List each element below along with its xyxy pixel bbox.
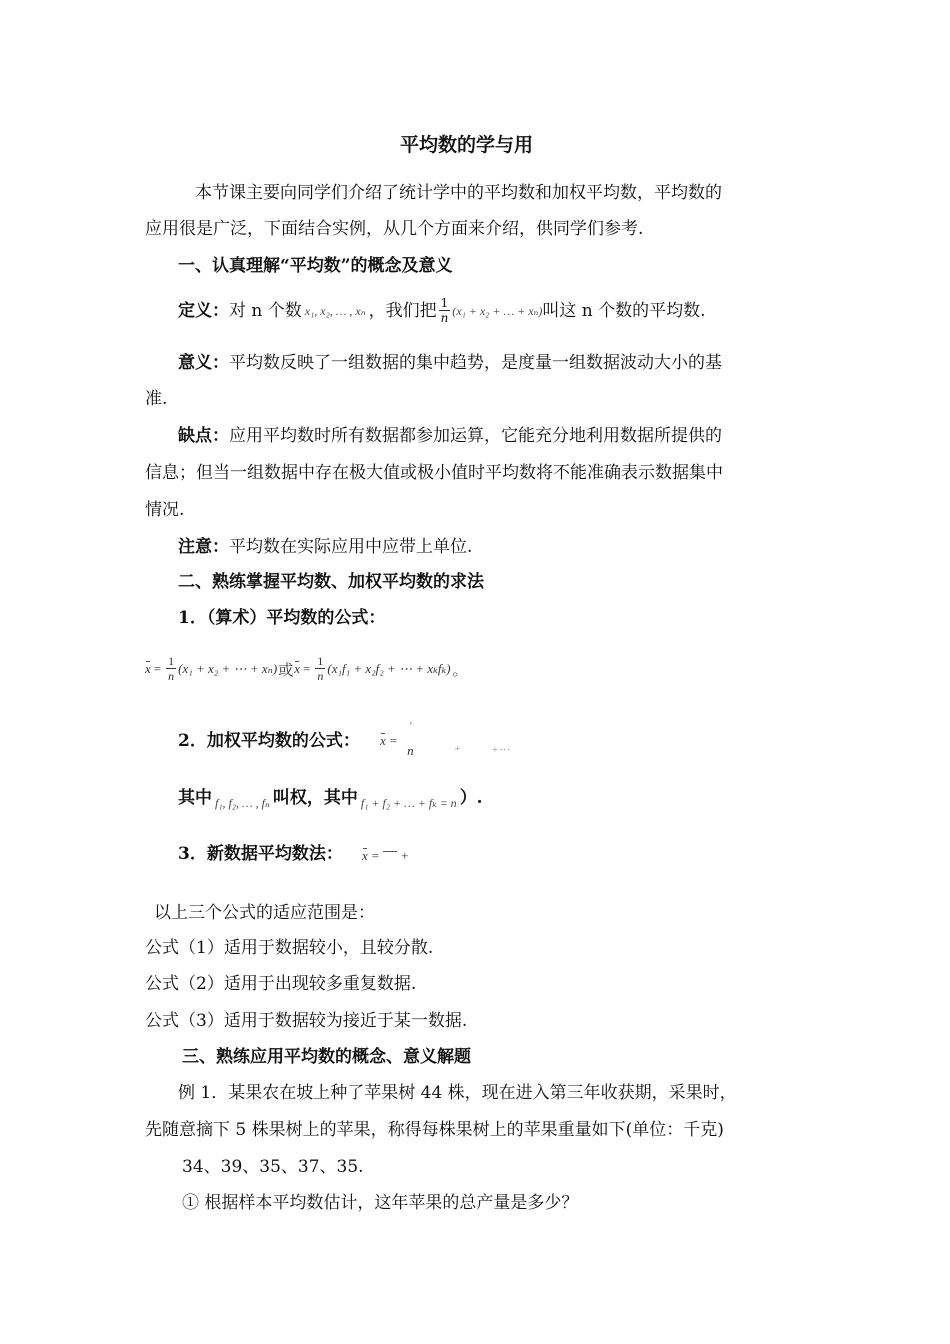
definition-text-b: ，我们把	[368, 301, 437, 321]
formula1-expression	[145, 655, 468, 683]
weights-line	[178, 782, 483, 814]
formula1-end: 。	[452, 662, 468, 679]
formula1-label: 1．（算术）平均数的公式：	[178, 608, 386, 628]
example-question-1: ① 根据样本平均数估计，这年苹果的总产量是多少？	[182, 1193, 579, 1213]
intro-line-1: 本节课主要向同学们介绍了统计学中的平均数和加权平均数，平均数的	[195, 183, 722, 203]
definition-math-list: x₁, x₂, … , xₙ	[304, 304, 366, 318]
formula1-fraction	[166, 655, 176, 683]
weights-end: ）.	[459, 788, 483, 808]
definition-fraction	[439, 297, 451, 325]
formula3-expression	[362, 845, 408, 864]
weights-condition: f₁ + f₂ + … + fₖ = n	[360, 796, 457, 810]
formula2-den: n	[407, 743, 414, 758]
formula2-eq: =	[389, 733, 398, 748]
section2-heading: 二、熟练掌握平均数、加权平均数的求法	[178, 572, 484, 592]
formula2-expression: x = ' n + +⋯	[380, 721, 510, 758]
weights-list: f₁, f₂, … , fₙ	[215, 796, 270, 810]
definition-frac-den: n	[440, 311, 449, 325]
formula1-xbar: x	[145, 661, 151, 676]
formula2-frag2: +⋯	[491, 743, 510, 756]
formula2-label: 2．加权平均数的公式：	[178, 731, 360, 751]
meaning-label: 意义：	[178, 353, 229, 373]
drawback-line-2: 信息；但当一组数据中存在极大值或极小值时平均数将不能准确表示数据集中	[145, 463, 723, 483]
definition-text-a: 对 n 个数	[229, 301, 302, 321]
formula2-xbar: x	[380, 733, 386, 748]
definition-text-c: 叫这 n 个数的平均数.	[542, 301, 706, 321]
formula1-or: 或	[278, 662, 294, 679]
formula1-frac-num-2: 1	[317, 654, 324, 668]
scope-item-3: 公式（3）适用于数据较为接近于某一数据.	[145, 1011, 468, 1031]
weights-mid: 叫权，其中	[272, 788, 358, 808]
formula1-frac-den: n	[168, 669, 175, 683]
definition-frac-num: 1	[440, 296, 449, 310]
section3-heading: 三、熟练应用平均数的概念、意义解题	[182, 1047, 471, 1067]
intro-line-2: 应用很是广泛，下面结合实例，从几个方面来介绍，供同学们参考.	[145, 219, 644, 239]
formula3-plus: +	[401, 848, 409, 863]
scope-item-1: 公式（1）适用于数据较小，且较分散.	[145, 938, 434, 958]
scope-intro: 以上三个公式的适应范围是：	[154, 903, 375, 923]
formula1-xbar-2: x	[294, 661, 301, 676]
meaning-line-2: 准.	[145, 389, 168, 409]
meaning-line-1	[178, 352, 722, 374]
formula1-eq: =	[153, 661, 162, 676]
formula1-frac-den-2: n	[317, 669, 324, 683]
example-data: 34、39、35、37、35.	[182, 1157, 364, 1177]
drawback-text: 应用平均数时所有数据都参加运算，它能充分地利用数据所提供的	[229, 426, 722, 446]
formula2-frag1: +	[453, 743, 462, 755]
drawback-line-3: 情况.	[145, 500, 185, 520]
formula1-sum2: (x₁f₁ + x₂f₂ + ⋯ + xₖfₖ)	[327, 661, 451, 676]
note-line	[178, 536, 472, 558]
scope-item-2: 公式（2）适用于出现较多重复数据.	[145, 974, 417, 994]
drawback-label: 缺点：	[178, 426, 229, 446]
note-text: 平均数在实际应用中应带上单位.	[229, 537, 473, 557]
example-line-1: 例 1．某果农在坡上种了苹果树 44 株，现在进入第三年收获期，采果时，	[178, 1083, 737, 1103]
definition-label: 定义：	[178, 301, 229, 321]
drawback-line-1	[178, 425, 722, 447]
formula1-sum1: (x₁ + x₂ + ⋯ + xₙ)	[178, 661, 278, 676]
formula1-eq-2: =	[303, 661, 311, 676]
weights-lead: 其中	[178, 788, 212, 808]
formula3-eq: =	[371, 848, 380, 863]
note-label: 注意：	[178, 537, 229, 557]
definition-math-sum: (x₁ + x₂ + … + xₙ)	[452, 304, 543, 318]
formula3-label: 3．新数据平均数法：	[178, 844, 343, 864]
example-line-2: 先随意摘下 5 株果树上的苹果，称得每株果树上的苹果重量如下(单位：千克)	[145, 1120, 724, 1140]
formula3-xbar: x	[362, 848, 368, 863]
meaning-text: 平均数反映了一组数据的集中趋势，是度量一组数据波动大小的基	[229, 353, 722, 373]
formula1-frac-num: 1	[168, 654, 175, 668]
formula1-fraction-2	[315, 655, 325, 683]
page-title: 平均数的学与用	[400, 134, 534, 156]
section1-heading: 一、认真理解“平均数”的概念及意义	[178, 256, 453, 276]
definition-paragraph	[178, 297, 706, 325]
